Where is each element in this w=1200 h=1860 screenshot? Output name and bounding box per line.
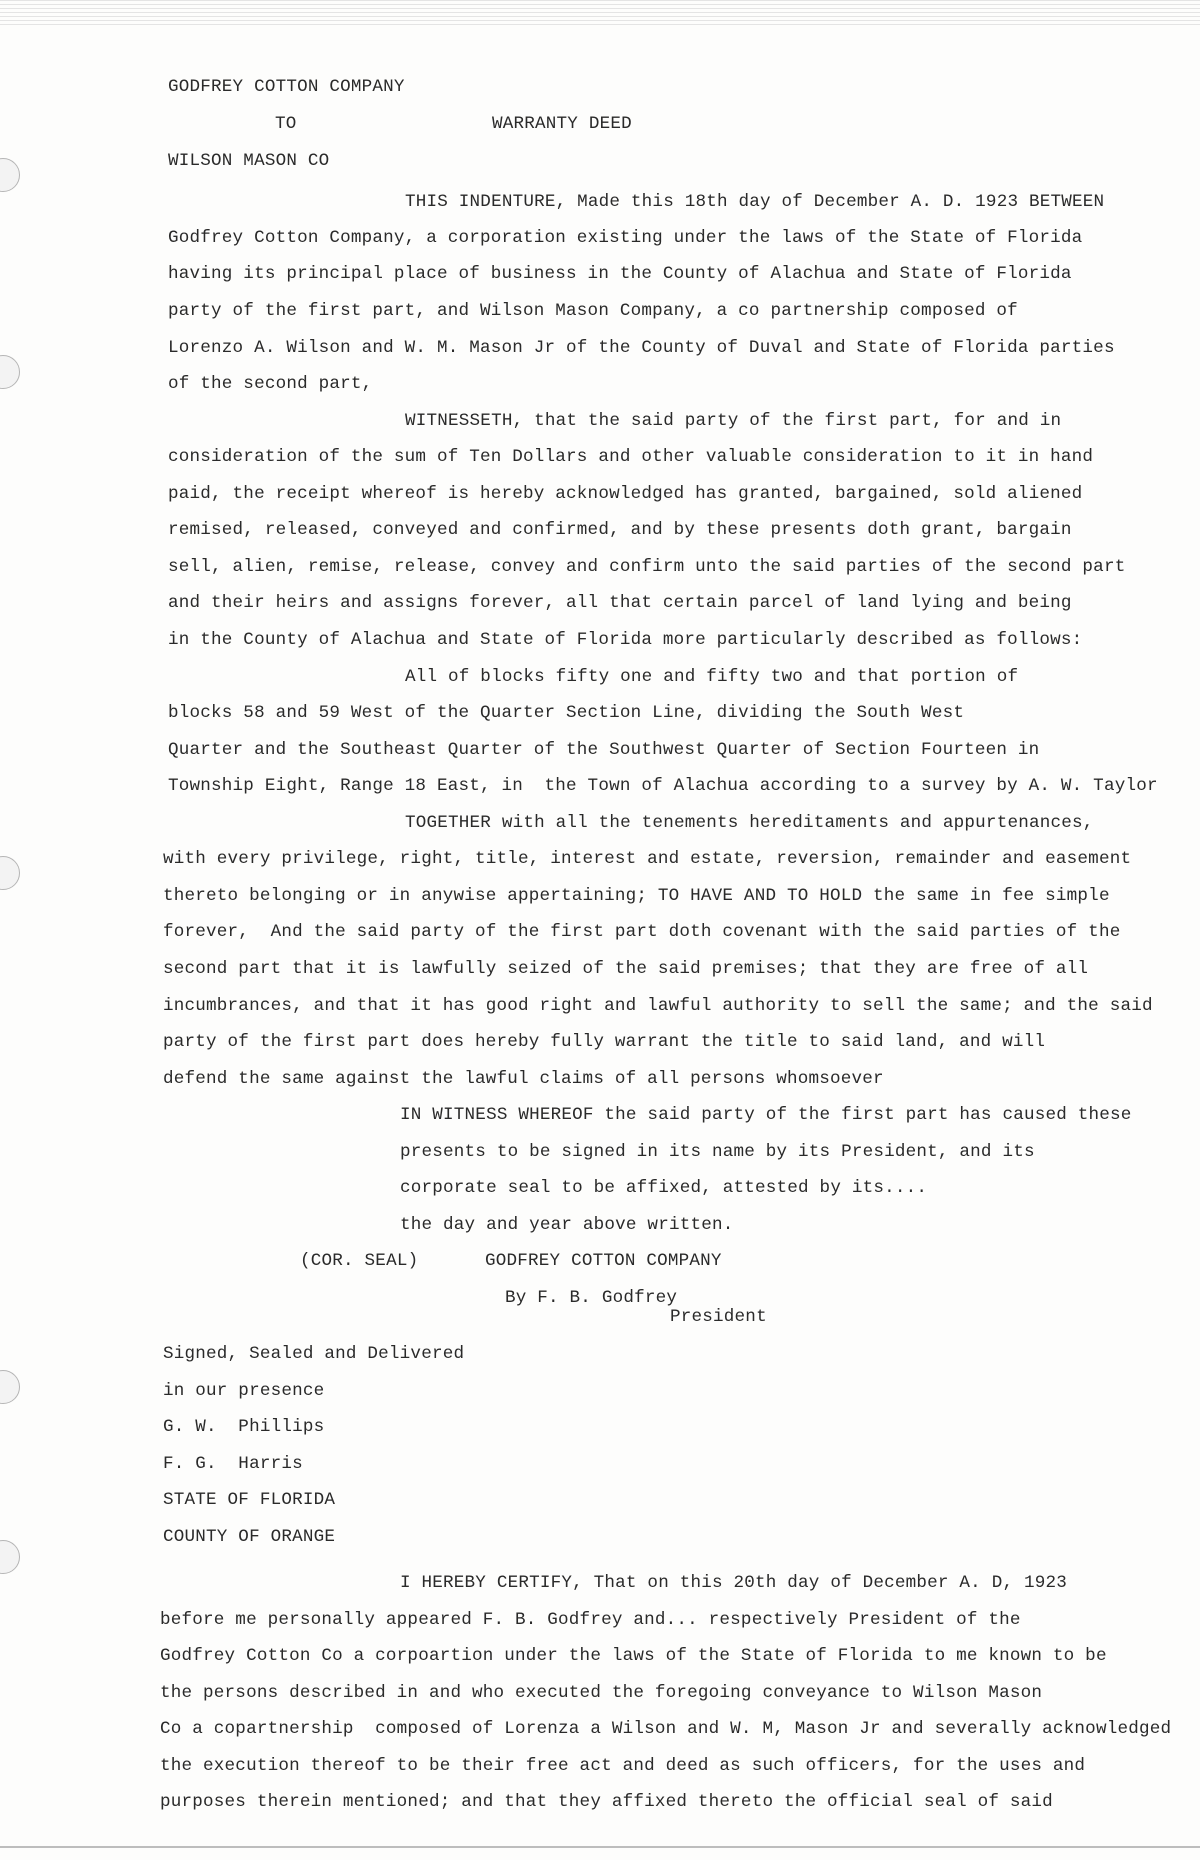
witness-name: F. G. Harris bbox=[163, 1454, 303, 1474]
certificate-line: before me personally appeared F. B. Godfrey and... respectively President of the bbox=[160, 1610, 1021, 1630]
body-line: Godfrey Cotton Company, a corporation existing under the laws of the State of Florida bbox=[168, 228, 1083, 248]
body-line: second part that it is lawfully seized of the said premises; that they are free of all bbox=[163, 959, 1089, 979]
binder-hole bbox=[0, 856, 20, 890]
signed-by: By F. B. Godfrey bbox=[505, 1288, 678, 1308]
witness-heading: in our presence bbox=[163, 1381, 325, 1401]
page-bottom-edge bbox=[0, 1846, 1200, 1848]
signer-title: President bbox=[670, 1307, 767, 1327]
body-line: Quarter and the Southeast Quarter of the Southwest Quarter of Section Fourteen in bbox=[168, 740, 1040, 760]
document-title: WARRANTY DEED bbox=[492, 114, 632, 134]
body-line: forever, And the said party of the first part doth covenant with the said parties of the bbox=[163, 922, 1121, 942]
body-line: party of the first part does hereby fully warrant the title to said land, and will bbox=[163, 1032, 1046, 1052]
page-top-edge bbox=[0, 0, 1200, 26]
body-line: presents to be signed in its name by its President, and its bbox=[400, 1142, 1035, 1162]
corporate-seal-label: (COR. SEAL) bbox=[300, 1251, 419, 1271]
binder-hole bbox=[0, 355, 20, 389]
to-heading: TO bbox=[275, 114, 297, 134]
body-line: incumbrances, and that it has good right and lawful authority to sell the same; and the said bbox=[163, 996, 1153, 1016]
body-line: sell, alien, remise, release, convey and confirm unto the said parties of the second part bbox=[168, 557, 1126, 577]
grantee-heading: WILSON MASON CO bbox=[168, 151, 330, 171]
certificate-line: the persons described in and who executed the foregoing conveyance to Wilson Mason bbox=[160, 1683, 1043, 1703]
body-line: and their heirs and assigns forever, all that certain parcel of land lying and being bbox=[168, 593, 1072, 613]
grantor-heading: GODFREY COTTON COMPANY bbox=[168, 77, 405, 97]
signing-company: GODFREY COTTON COMPANY bbox=[485, 1251, 722, 1271]
body-line: IN WITNESS WHEREOF the said party of the first part has caused these bbox=[400, 1105, 1132, 1125]
body-line: Lorenzo A. Wilson and W. M. Mason Jr of the County of Duval and State of Florida parties bbox=[168, 338, 1115, 358]
body-line: thereto belonging or in anywise appertaining; TO HAVE AND TO HOLD the same in fee simple bbox=[163, 886, 1110, 906]
body-line: consideration of the sum of Ten Dollars and other valuable consideration to it in hand bbox=[168, 447, 1094, 467]
witness-name: G. W. Phillips bbox=[163, 1417, 325, 1437]
body-line: of the second part, bbox=[168, 374, 373, 394]
body-line: corporate seal to be affixed, attested by its.... bbox=[400, 1178, 928, 1198]
body-line: having its principal place of business in the County of Alachua and State of Florida bbox=[168, 264, 1072, 284]
witness-heading: Signed, Sealed and Delivered bbox=[163, 1344, 465, 1364]
body-line: blocks 58 and 59 West of the Quarter Section Line, dividing the South West bbox=[168, 703, 965, 723]
body-line: paid, the receipt whereof is hereby acknowledged has granted, bargained, sold aliened bbox=[168, 484, 1083, 504]
certificate-line: the execution thereof to be their free act and deed as such officers, for the uses and bbox=[160, 1756, 1086, 1776]
body-line: WITNESSETH, that the said party of the first part, for and in bbox=[405, 411, 1062, 431]
certificate-line: Co a copartnership composed of Lorenza a Wilson and W. M, Mason Jr and severally acknowledged bbox=[160, 1719, 1172, 1739]
body-line: TOGETHER with all the tenements hereditaments and appurtenances, bbox=[405, 813, 1094, 833]
body-line: Township Eight, Range 18 East, in the Town of Alachua according to a survey by A. W. Taylor bbox=[168, 776, 1158, 796]
certificate-line: I HEREBY CERTIFY, That on this 20th day of December A. D, 1923 bbox=[400, 1573, 1067, 1593]
venue-state: STATE OF FLORIDA bbox=[163, 1490, 336, 1510]
body-line: the day and year above written. bbox=[400, 1215, 734, 1235]
body-line: with every privilege, right, title, interest and estate, reversion, remainder and easement bbox=[163, 849, 1132, 869]
certificate-line: purposes therein mentioned; and that they affixed thereto the official seal of said bbox=[160, 1792, 1053, 1812]
body-line: THIS INDENTURE, Made this 18th day of December A. D. 1923 BETWEEN bbox=[405, 192, 1105, 212]
certificate-line: Godfrey Cotton Co a corpoartion under the laws of the State of Florida to me known to be bbox=[160, 1646, 1107, 1666]
body-line: All of blocks fifty one and fifty two and that portion of bbox=[405, 667, 1019, 687]
body-line: in the County of Alachua and State of Florida more particularly described as follows: bbox=[168, 630, 1083, 650]
body-line: remised, released, conveyed and confirmed, and by these presents doth grant, bargain bbox=[168, 520, 1072, 540]
body-line: party of the first part, and Wilson Mason Company, a co partnership composed of bbox=[168, 301, 1018, 321]
venue-county: COUNTY OF ORANGE bbox=[163, 1527, 336, 1547]
binder-hole bbox=[0, 1540, 20, 1574]
binder-hole bbox=[0, 1370, 20, 1404]
body-line: defend the same against the lawful claims of all persons whomsoever bbox=[163, 1069, 884, 1089]
binder-hole bbox=[0, 158, 20, 192]
